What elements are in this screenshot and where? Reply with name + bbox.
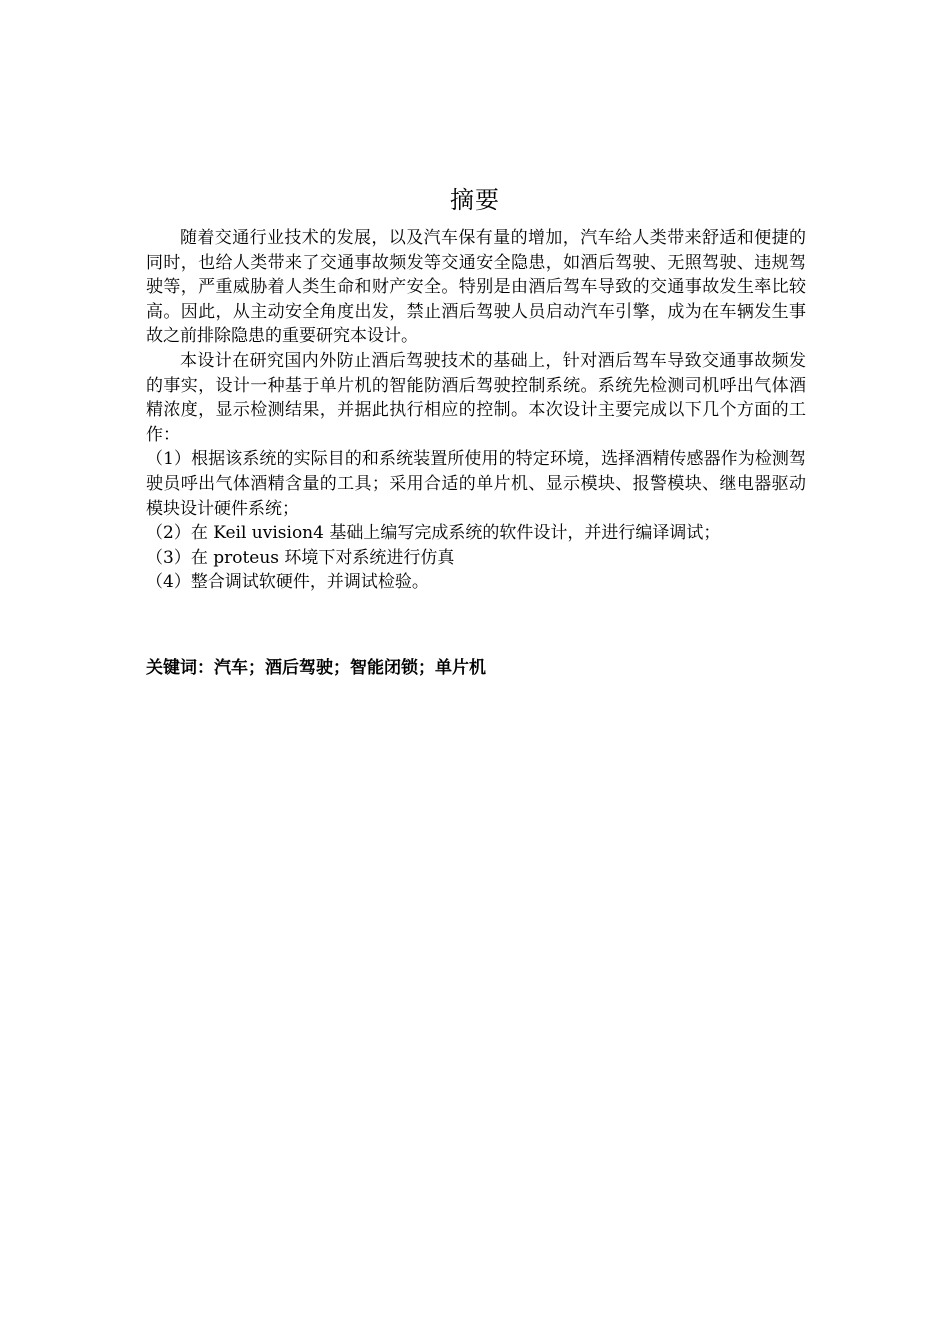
work-item-4: （4）整合调试软硬件，并调试检验。 (146, 572, 429, 593)
abstract-paragraph-2: 本设计在研究国内外防止酒后驾驶技术的基础上，针对酒后驾车导致交通事故频发的事实，设计一种基于单片机的智能防酒后驾驶控制系统。系统先检测司机呼出气体酒精浓度，显示检测结果，并据此执行相应的控制。本次设计主要完成以下几个方面的工作： (146, 350, 806, 445)
keywords-line: 关键词：汽车；酒后驾驶；智能闭锁；单片机 (146, 658, 486, 678)
abstract-paragraph-1: 随着交通行业技术的发展，以及汽车保有量的增加，汽车给人类带来舒适和便捷的同时，也给人类带来了交通事故频发等交通安全隐患，如酒后驾驶、无照驾驶、违规驾驶等，严重威胁着人类生命和财产安全。特别是由酒后驾车导致的交通事故发生率比较高。因此，从主动安全角度出发，禁止酒后驾驶人员启动汽车引擎，成为在车辆发生事故之前排除隐患的重要研究本设计。 (146, 228, 806, 347)
work-item-1: （1）根据该系统的实际目的和系统装置所使用的特定环境，选择酒精传感器作为检测驾驶员呼出气体酒精含量的工具；采用合适的单片机、显示模块、报警模块、继电器驱动模块设计硬件系统； (146, 449, 806, 519)
work-item-2: （2）在 Keil uvision4 基础上编写完成系统的软件设计，并进行编译调试； (146, 523, 721, 544)
work-item-3: （3）在 proteus 环境下对系统进行仿真 (146, 547, 455, 568)
abstract-body (146, 226, 806, 595)
page-title: 摘要 (450, 186, 500, 214)
